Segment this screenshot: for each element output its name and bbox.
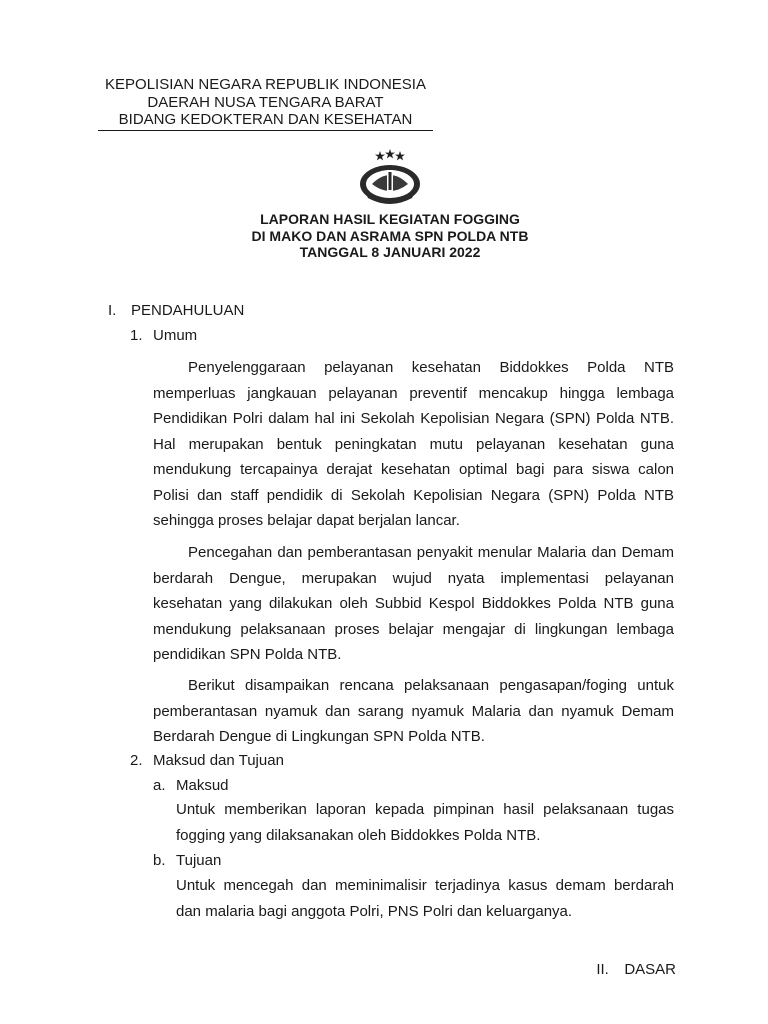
title-line-1: LAPORAN HASIL KEGIATAN FOGGING (260, 211, 520, 227)
item-heading-tujuan (153, 852, 221, 869)
title-line-3: TANGGAL 8 JANUARI 2022 (299, 244, 481, 260)
item-heading-maksud (153, 777, 229, 794)
letterhead-line-3: BIDANG KEDOKTERAN DAN KESEHATAN (118, 111, 413, 128)
section-number: I. (108, 302, 117, 319)
paragraph-umum-3: Berikut disampaikan rencana pelaksanaan pengasapan/foging untuk pemberantasan nyamuk dan sarang nyamuk Malaria dan nyamuk Demam Berdarah Dengue di Lingkungan SPN Polda NTB. (153, 677, 674, 745)
paragraph-maksud: Untuk memberikan laporan kepada pimpinan hasil pelaksanaan tugas fogging yang dilaksanakan oleh Biddokkes Polda NTB. (176, 801, 674, 844)
title-line-2: DI MAKO DAN ASRAMA SPN POLDA NTB (251, 227, 529, 244)
item-number: a. (153, 777, 166, 794)
paragraph-tujuan: Untuk mencegah dan meminimalisir terjadinya kasus demam berdarah dan malaria bagi anggota Polri, PNS Polri dan keluarganya. (176, 877, 674, 920)
next-section-heading (596, 961, 676, 978)
letterhead-line-1: KEPOLISIAN NEGARA REPUBLIK INDONESIA (105, 76, 426, 93)
paragraph-umum-2: Pencegahan dan pemberantasan penyakit menular Malaria dan Demam berdarah Dengue, merupakan wujud nyata implementasi pelayanan kesehatan yang dilakukan oleh Subbid Kespol Biddokkes Polda NTB guna mendukung pelaksanaan proses belajar mengajar di lingkungan lembaga pendidikan SPN Polda NTB. (153, 544, 674, 663)
section-title: DASAR (624, 961, 676, 978)
subsection-heading-maksud-tujuan (130, 752, 284, 769)
item-title: Tujuan (176, 852, 222, 869)
subsection-number: 2. (130, 752, 143, 769)
letterhead (98, 76, 433, 131)
item-title: Maksud (176, 777, 229, 794)
report-title (180, 211, 600, 261)
polri-emblem-icon (354, 148, 426, 206)
section-heading-pendahuluan (108, 302, 244, 319)
subsection-number: 1. (130, 327, 143, 344)
section-number: II. (596, 961, 609, 978)
item-number: b. (153, 852, 166, 869)
subsection-title: Maksud dan Tujuan (153, 752, 284, 769)
section-title: PENDAHULUAN (131, 302, 245, 319)
paragraph-umum-1: Penyelenggaraan pelayanan kesehatan Biddokkes Polda NTB memperluas jangkauan pelayanan preventif mencakup hingga lembaga Pendidikan Polri dalam hal ini Sekolah Kepolisian Negara (SPN) Polda NTB. Hal merupakan bentuk peningkatan mutu pelayanan kesehatan guna mendukung tercapainya derajat kesehatan optimal bagi para siswa calon Polisi dan staff pendidik di Sekolah Kepolisian Negara (SPN) Polda NTB sehingga proses belajar dapat berjalan lancar. (153, 359, 674, 529)
subsection-heading-umum (130, 327, 197, 344)
subsection-title: Umum (153, 327, 198, 344)
letterhead-line-2: DAERAH NUSA TENGARA BARAT (147, 93, 384, 111)
